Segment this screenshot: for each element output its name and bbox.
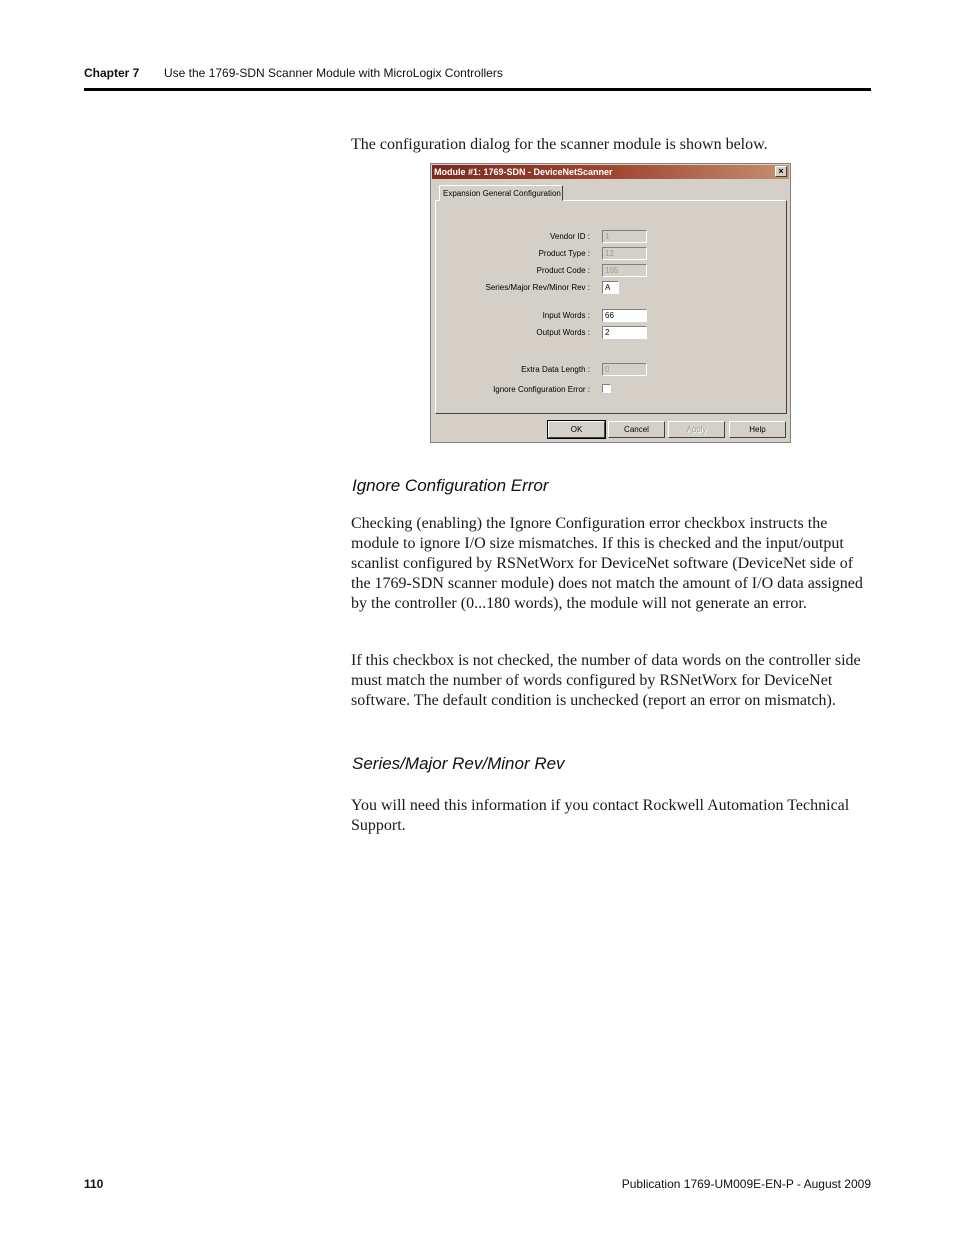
close-icon[interactable]: × [775, 166, 787, 177]
dialog-title-bar[interactable] [432, 165, 789, 179]
series-rev-label: Series/Major Rev/Minor Rev : [485, 283, 590, 292]
tab-expansion-general-configuration[interactable]: Expansion General Configuration [439, 185, 563, 201]
dialog-title: Module #1: 1769-SDN - DeviceNetScanner [434, 167, 613, 177]
product-type-row [436, 247, 788, 261]
running-header [84, 66, 871, 84]
vendor-id-row [436, 230, 788, 244]
product-type-label: Product Type : [538, 249, 590, 258]
section-heading-ignore-config-error: Ignore Configuration Error [352, 476, 549, 495]
ignore-config-error-row [436, 383, 788, 397]
extra-data-length-label: Extra Data Length : [521, 365, 590, 374]
chapter-label: Chapter 7 [84, 66, 140, 80]
section2-para1: You will need this information if you contact Rockwell Automation Technical Support. [351, 797, 850, 834]
input-words-row [436, 309, 788, 323]
ignore-config-error-label: Ignore Configuration Error : [493, 385, 590, 394]
extra-data-length-field: 0 [602, 363, 647, 376]
output-words-field[interactable]: 2 [602, 326, 647, 339]
output-words-row [436, 326, 788, 340]
section-heading-series-rev: Series/Major Rev/Minor Rev [352, 754, 565, 773]
series-rev-field[interactable]: A [602, 281, 619, 294]
tab-panel [435, 200, 787, 414]
vendor-id-field: 1 [602, 230, 647, 243]
help-button[interactable]: Help [729, 421, 786, 438]
output-words-label: Output Words : [536, 328, 590, 337]
product-code-row [436, 264, 788, 278]
section1-para1: Checking (enabling) the Ignore Configuration error checkbox instructs the module to ignore I/O size mismatches. If this is checked and the input/output scanlist configured by RSNetWorx for DeviceNet software (DeviceNet side of the 1769-SDN scanner module) does not match the amount of I/O data assigned by the controller (0...180 words), the module will not generate an error. [351, 515, 863, 612]
cancel-button[interactable]: Cancel [608, 421, 665, 438]
series-rev-row [436, 281, 788, 295]
page-number: 110 [84, 1177, 104, 1191]
module-config-dialog [430, 163, 791, 443]
product-type-field: 12 [602, 247, 647, 260]
product-code-label: Product Code : [536, 266, 590, 275]
section1-para2: If this checkbox is not checked, the number of data words on the controller side must match the number of words configured by RSNetWorx for DeviceNet software. The default condition is unchecked (report an error on mismatch). [351, 652, 861, 709]
extra-data-length-row [436, 363, 788, 377]
header-rule [84, 88, 871, 91]
ok-button[interactable]: OK [548, 421, 605, 438]
chapter-title: Use the 1769-SDN Scanner Module with MicroLogix Controllers [164, 66, 503, 80]
apply-button[interactable]: Apply [668, 421, 725, 438]
ignore-config-error-checkbox[interactable] [602, 384, 611, 393]
input-words-label: Input Words : [542, 311, 590, 320]
input-words-field[interactable]: 66 [602, 309, 647, 322]
publication-info: Publication 1769-UM009E-EN-P - August 2009 [621, 1177, 871, 1191]
product-code-field: 105 [602, 264, 647, 277]
vendor-id-label: Vendor ID : [549, 232, 590, 241]
intro-paragraph: The configuration dialog for the scanner module is shown below. [351, 136, 768, 153]
